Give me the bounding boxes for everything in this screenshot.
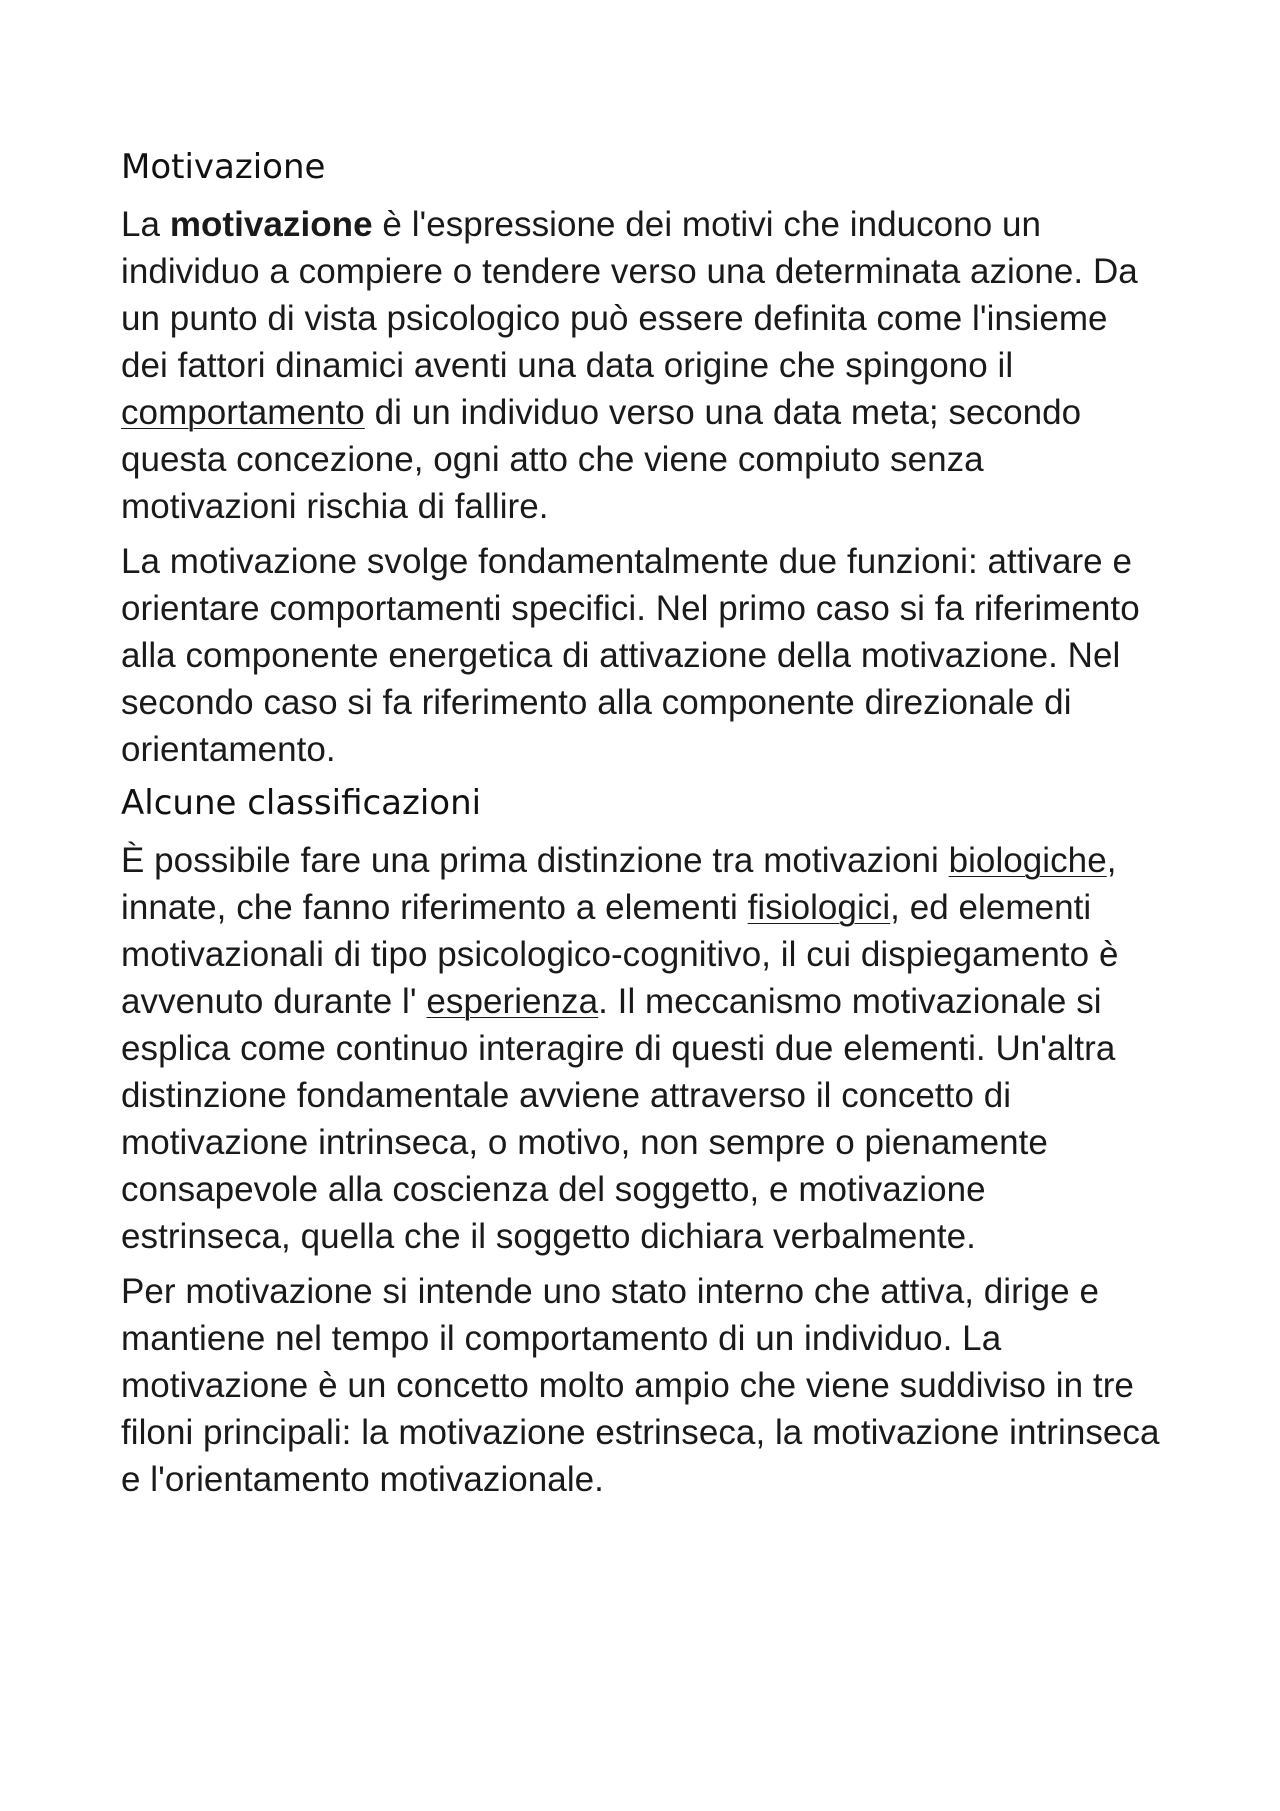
paragraph-text: È possibile fare una prima distinzione tra motivazioni [121, 841, 949, 880]
link-fisiologici[interactable]: fisiologici [747, 888, 891, 927]
link-esperienza[interactable]: esperienza [426, 982, 599, 1021]
paragraph-text: La [121, 205, 170, 244]
paragraph-text: di un individuo verso una data meta; secondo questa concezione, ogni atto che viene compiuto senza motivazioni rischia di fallire. [121, 393, 1082, 526]
paragraph-text: . Il meccanismo motivazionale si esplica come continuo interagire di questi due elementi. Un'altra distinzione fondamentale avviene attraverso il concetto di motivazione intrinseca, o motivo, non sempre o pienamente consapevole alla coscienza del soggetto, e motivazione estrinseca, quella che il soggetto dichiara verbalmente. [121, 982, 1116, 1256]
paragraph-functions: La motivazione svolge fondamentalmente due funzioni: attivare e orientare comportamenti specifici. Nel primo caso si fa riferimento alla componente energetica di attivazione della motivazione. Nel secondo caso si fa riferimento alla componente direzionale di orientamento. [121, 542, 1140, 769]
paragraph-text: , innate, che fanno riferimento a elementi [121, 841, 1117, 927]
bold-term: motivazione [169, 205, 373, 244]
document-page [121, 145, 1161, 1511]
page-title: Motivazione [121, 147, 326, 187]
paragraph-intro [121, 201, 1161, 530]
section-heading: Alcune classificazioni [121, 783, 482, 823]
link-biologiche[interactable]: biologiche [948, 841, 1107, 880]
paragraph-text: , ed elementi motivazionali di tipo psicologico-cognitivo, il cui dispiegamento è avvenuto durante l' [121, 888, 1119, 1021]
paragraph-text: è l'espressione dei motivi che inducono un individuo a compiere o tendere verso una determinata azione. Da un punto di vista psicologico può essere definita come l'insieme dei fattori dinamici aventi una data origine che spingono il [121, 205, 1138, 385]
link-comportamento[interactable]: comportamento [121, 393, 365, 432]
paragraph-classification [121, 837, 1161, 1260]
paragraph-definition: Per motivazione si intende uno stato interno che attiva, dirige e mantiene nel tempo il comportamento di un individuo. La motivazione è un concetto molto ampio che viene suddiviso in tre filoni principali: la motivazione estrinseca, la motivazione intrinseca e l'orientamento motivazionale. [121, 1272, 1160, 1499]
